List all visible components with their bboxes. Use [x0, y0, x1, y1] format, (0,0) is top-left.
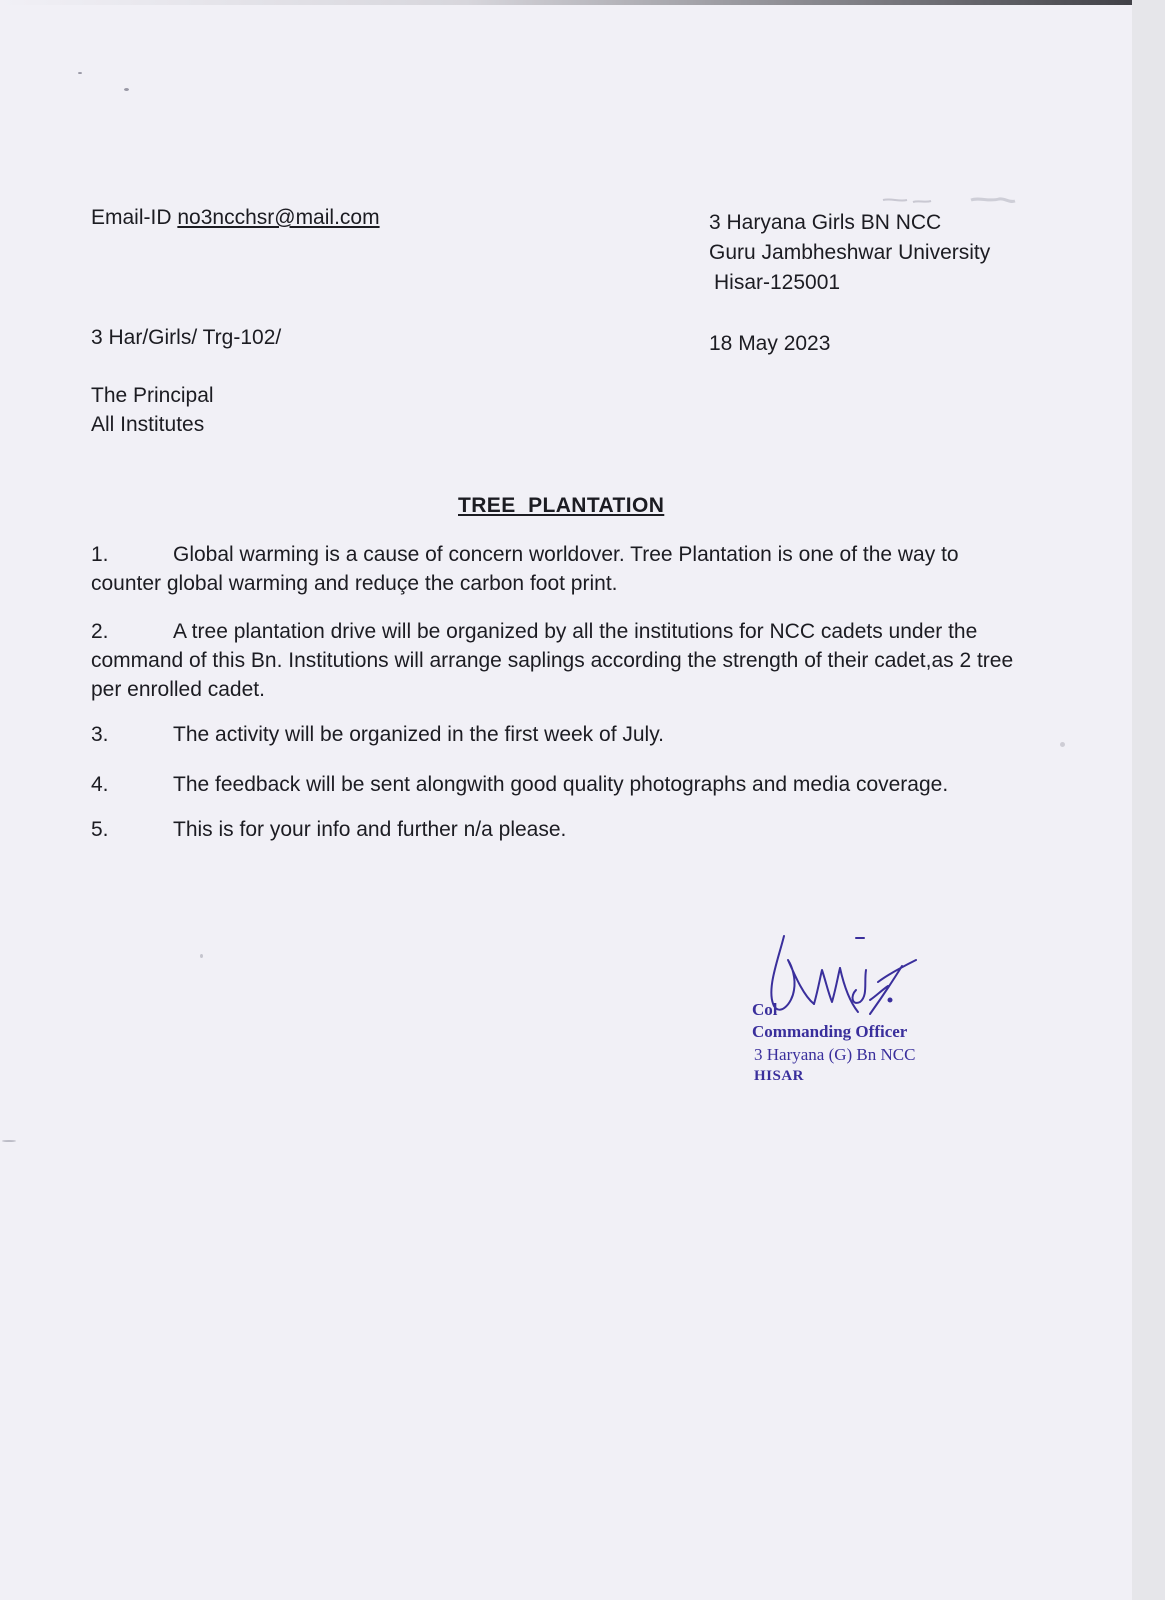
email-line — [91, 203, 380, 232]
stamp-rank: Col — [752, 1000, 778, 1019]
paragraph-number: 4. — [91, 773, 109, 796]
paragraph-2 — [91, 617, 1031, 704]
address-line-city: Hisar-125001 — [714, 271, 841, 294]
stamp-place: HISAR — [754, 1068, 805, 1084]
paragraph-number: 5. — [91, 818, 109, 841]
scan-speck — [78, 72, 82, 74]
paragraph-text: The feedback will be sent alongwith good quality photographs and media coverage. — [173, 773, 949, 796]
reference-number: 3 Har/Girls/ Trg-102/ — [91, 326, 282, 349]
signature-block — [752, 930, 1012, 1120]
paragraph-text: The activity will be organized in the first week of July. — [173, 723, 664, 746]
stamp-designation: Commanding Officer — [752, 1022, 908, 1041]
paragraph-number: 1. — [91, 543, 109, 566]
scan-speck — [124, 88, 129, 91]
email-label: Email-ID — [91, 206, 172, 229]
paragraph-text: Global warming is a cause of concern worldover. Tree Plantation is one of the way to counter global warming and reduçe the carbon foot print. — [91, 543, 959, 595]
paragraph-text: This is for your info and further n/a please. — [173, 818, 567, 841]
addressee-group: All Institutes — [91, 413, 205, 436]
subject-heading: TREE PLANTATION — [458, 494, 665, 517]
email-address: no3ncchsr@mail.com — [177, 206, 380, 229]
paragraph-number: 2. — [91, 620, 109, 643]
addressee-title: The Principal — [91, 384, 214, 407]
address-line-unit: 3 Haryana Girls BN NCC — [709, 211, 942, 234]
scan-right-edge — [1132, 0, 1165, 1600]
paragraph-3 — [91, 720, 1031, 749]
paragraph-number: 3. — [91, 723, 109, 746]
scan-top-edge — [0, 0, 1165, 5]
scan-speck — [1060, 742, 1065, 747]
paragraph-4 — [91, 770, 1031, 799]
paragraph-text: A tree plantation drive will be organized by all the institutions for NCC cadets under the command of this Bn. Institutions will arrange saplings according the strength of their cadet,as 2 tree per enrolled cadet. — [91, 620, 1014, 701]
letter-date: 18 May 2023 — [709, 332, 831, 355]
address-line-university: Guru Jambheshwar University — [709, 241, 991, 264]
stamp-unit: 3 Haryana (G) Bn NCC — [754, 1045, 916, 1064]
paragraph-5 — [91, 815, 1031, 844]
paragraph-1 — [91, 540, 1031, 598]
scan-speck — [200, 954, 203, 958]
scan-speck — [2, 1140, 16, 1142]
